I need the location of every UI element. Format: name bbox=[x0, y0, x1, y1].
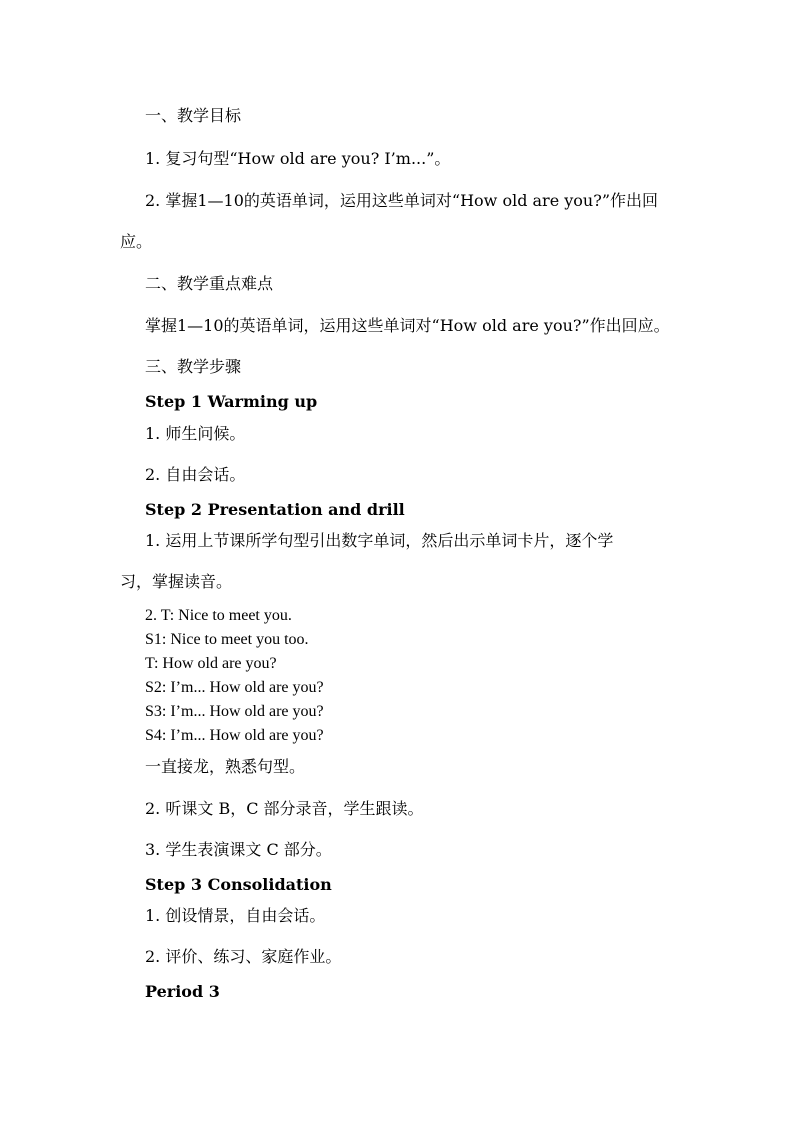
step-2-item-2: 2. 听课文 B，C 部分录音，学生跟读。 bbox=[145, 799, 424, 818]
step-2-chain-note: 一直接龙，熟悉句型。 bbox=[145, 757, 306, 776]
objective-2-line-1: 2. 掌握1—10的英语单词，运用这些单词对“How old are you?”作出回 bbox=[145, 191, 658, 210]
section-heading-objectives: 一、教学目标 bbox=[145, 106, 242, 125]
step-2-item-1-line-2: 习，掌握读音。 bbox=[120, 572, 233, 591]
dialogue-line: S1: Nice to meet you too. bbox=[145, 631, 309, 648]
step-2-item-1-line-1: 1. 运用上节课所学句型引出数字单词，然后出示单词卡片，逐个学 bbox=[145, 531, 614, 550]
step-1-heading: Step 1 Warming up bbox=[145, 392, 318, 411]
step-1-item-2: 2. 自由会话。 bbox=[145, 465, 246, 484]
step-1-item-1: 1. 师生问候。 bbox=[145, 424, 246, 443]
step-3-heading: Step 3 Consolidation bbox=[145, 875, 332, 894]
objective-1: 1. 复习句型“How old are you? I’m...”。 bbox=[145, 149, 451, 168]
objective-2-line-2: 应。 bbox=[120, 232, 153, 251]
period-heading: Period 3 bbox=[145, 982, 220, 1001]
step-3-item-1: 1. 创设情景，自由会话。 bbox=[145, 906, 326, 925]
key-points-text: 掌握1—10的英语单词，运用这些单词对“How old are you?”作出回应。 bbox=[145, 316, 670, 335]
step-3-item-2: 2. 评价、练习、家庭作业。 bbox=[145, 947, 342, 966]
section-heading-key-points: 二、教学重点难点 bbox=[145, 274, 274, 293]
dialogue-line: S2: I’m... How old are you? bbox=[145, 679, 324, 696]
step-2-heading: Step 2 Presentation and drill bbox=[145, 500, 405, 519]
dialogue-line: 2. T: Nice to meet you. bbox=[145, 607, 292, 624]
step-2-item-3: 3. 学生表演课文 C 部分。 bbox=[145, 840, 332, 859]
dialogue-line: T: How old are you? bbox=[145, 655, 277, 672]
section-heading-steps: 三、教学步骤 bbox=[145, 357, 242, 376]
dialogue-line: S4: I’m... How old are you? bbox=[145, 727, 324, 744]
dialogue-line: S3: I’m... How old are you? bbox=[145, 703, 324, 720]
